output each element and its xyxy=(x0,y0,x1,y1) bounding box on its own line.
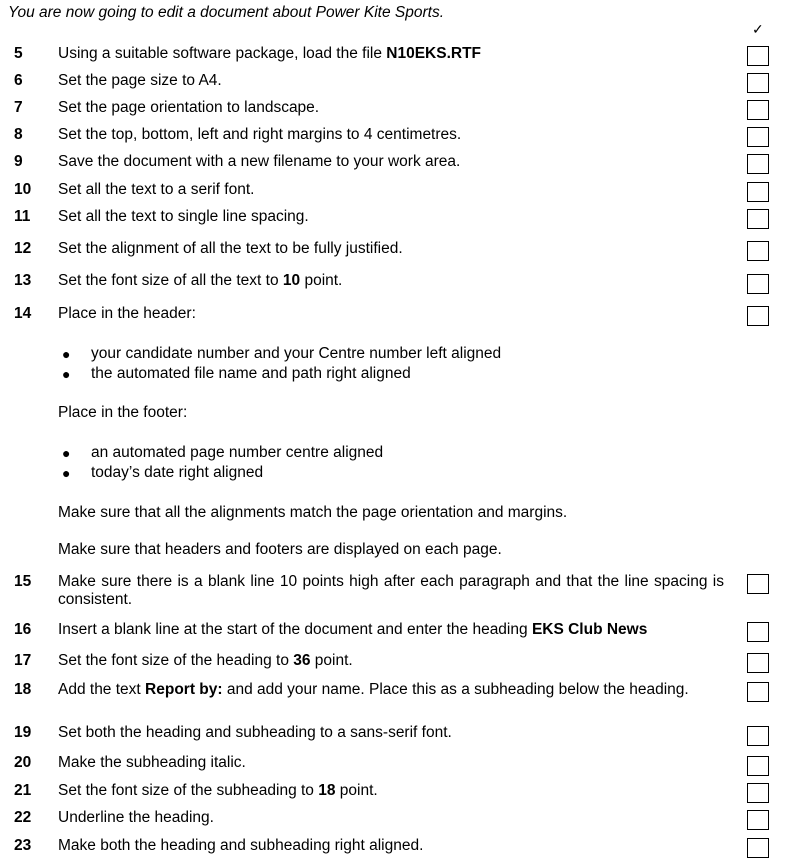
step-11-text: Set all the text to single line spacing. xyxy=(58,208,309,225)
step-23-checkbox[interactable] xyxy=(747,838,769,858)
intro-text: You are now going to edit a document about Power Kite Sports. xyxy=(8,4,444,21)
footer-bullet-1: an automated page number centre aligned xyxy=(91,444,384,461)
step-15-number: 15 xyxy=(14,573,32,590)
step-5-checkbox[interactable] xyxy=(747,46,769,66)
step-13-number: 13 xyxy=(14,272,32,289)
step-6-checkbox[interactable] xyxy=(747,73,769,93)
step-7-text: Set the page orientation to landscape. xyxy=(58,99,320,116)
step-13-checkbox[interactable] xyxy=(747,274,769,294)
step-22-number: 22 xyxy=(14,809,32,826)
step-16-number: 16 xyxy=(14,621,32,638)
step-20-text: Make the subheading italic. xyxy=(58,754,246,771)
footer-intro: Place in the footer: xyxy=(58,404,188,421)
step-15-text: Make sure there is a blank line 10 points high after each paragraph and that the line spacing is consistent. xyxy=(58,573,724,608)
bullet-icon: ● xyxy=(62,366,71,382)
step-6-number: 6 xyxy=(14,72,23,89)
step-6-text: Set the page size to A4. xyxy=(58,72,222,89)
step-8-text: Set the top, bottom, left and right margins to 4 centimetres. xyxy=(58,126,462,143)
step-12-checkbox[interactable] xyxy=(747,241,769,261)
step-22-text: Underline the heading. xyxy=(58,809,214,826)
step-14-checkbox[interactable] xyxy=(747,306,769,326)
step-23-text: Make both the heading and subheading right aligned. xyxy=(58,837,424,854)
step-11-number: 11 xyxy=(14,208,31,225)
step-10-number: 10 xyxy=(14,181,32,198)
step-19-number: 19 xyxy=(14,724,32,741)
filename: N10EKS.RTF xyxy=(386,45,482,62)
step-12-number: 12 xyxy=(14,240,32,257)
step-20-checkbox[interactable] xyxy=(747,756,769,776)
step-20-number: 20 xyxy=(14,754,32,771)
step-5-number: 5 xyxy=(14,45,23,62)
step-14-number: 14 xyxy=(14,305,32,322)
step-10-checkbox[interactable] xyxy=(747,182,769,202)
step-11-checkbox[interactable] xyxy=(747,209,769,229)
step-17-text: Set the font size of the heading to 36 point. xyxy=(58,652,353,669)
step-18-number: 18 xyxy=(14,681,32,698)
step-17-checkbox[interactable] xyxy=(747,653,769,673)
step-9-text: Save the document with a new filename to your work area. xyxy=(58,153,461,170)
step-15-checkbox[interactable] xyxy=(747,574,769,594)
step-9-number: 9 xyxy=(14,153,23,170)
step-21-text: Set the font size of the subheading to 18 point. xyxy=(58,782,378,799)
step-10-text: Set all the text to a serif font. xyxy=(58,181,255,198)
step-22-checkbox[interactable] xyxy=(747,810,769,830)
bullet-icon: ● xyxy=(62,445,71,461)
step-8-number: 8 xyxy=(14,126,23,143)
step-9-checkbox[interactable] xyxy=(747,154,769,174)
step-14-text: Place in the header: xyxy=(58,305,196,322)
step-21-checkbox[interactable] xyxy=(747,783,769,803)
step-23-number: 23 xyxy=(14,837,32,854)
bullet-icon: ● xyxy=(62,465,71,481)
step-16-checkbox[interactable] xyxy=(747,622,769,642)
heading-text: EKS Club News xyxy=(531,621,648,638)
tick-column-header: ✓ xyxy=(752,21,764,37)
step-8-checkbox[interactable] xyxy=(747,127,769,147)
note-alignments: Make sure that all the alignments match the page orientation and margins. xyxy=(58,504,568,521)
step-19-text: Set both the heading and subheading to a sans-serif font. xyxy=(58,724,452,741)
step-5-text: Using a suitable software package, load the file N10EKS.RTF xyxy=(58,45,482,62)
step-18-text: Add the text Report by: and add your name. Place this as a subheading below the heading. xyxy=(58,681,689,698)
step-12-text: Set the alignment of all the text to be fully justified. xyxy=(58,240,403,257)
step-18-checkbox[interactable] xyxy=(747,682,769,702)
step-21-number: 21 xyxy=(14,782,32,799)
step-13-text: Set the font size of all the text to 10 point. xyxy=(58,272,343,289)
step-16-text: Insert a blank line at the start of the document and enter the heading EKS Club News xyxy=(58,621,648,638)
header-bullet-2: the automated file name and path right aligned xyxy=(91,365,411,382)
step-7-number: 7 xyxy=(14,99,23,116)
step-17-number: 17 xyxy=(14,652,32,669)
step-19-checkbox[interactable] xyxy=(747,726,769,746)
bullet-icon: ● xyxy=(62,346,71,362)
footer-bullet-2: today’s date right aligned xyxy=(91,464,264,481)
header-bullet-1: your candidate number and your Centre number left aligned xyxy=(91,345,502,362)
step-7-checkbox[interactable] xyxy=(747,100,769,120)
note-headers-footers: Make sure that headers and footers are displayed on each page. xyxy=(58,541,502,558)
